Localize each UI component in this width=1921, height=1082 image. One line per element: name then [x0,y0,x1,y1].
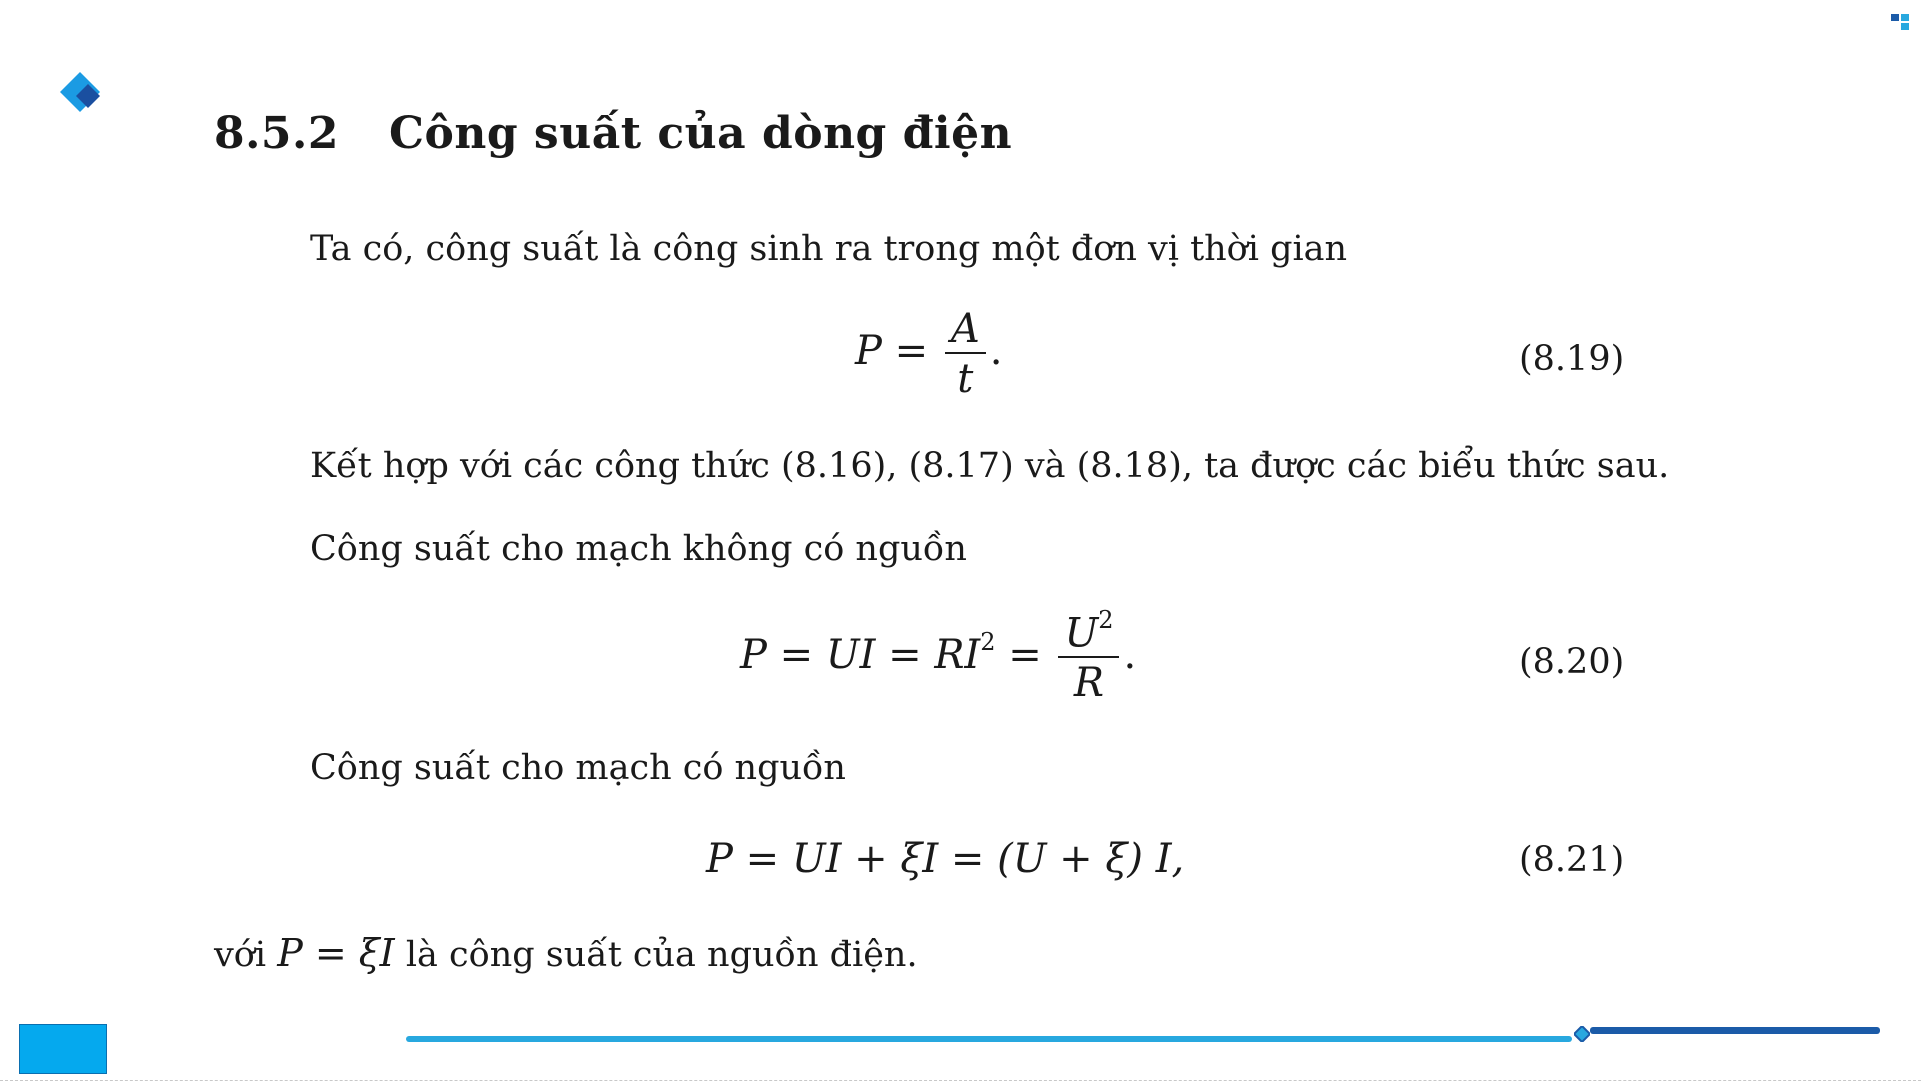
diamond-marker-icon [1574,1026,1590,1042]
eq819-lhs: P = [855,328,929,374]
footer-box [19,1024,107,1074]
eq820-tail: . [1123,632,1137,679]
equation-8-19 [855,308,1002,400]
paragraph-intro: Ta có, công suất là công sinh ra trong một đơn vị thời gian [310,229,1348,269]
eq820-sup: 2 [980,627,996,656]
equation-label-8-20: (8.20) [1519,642,1625,682]
eq820-fraction [1058,606,1119,707]
eq820-lhs: P = UI = RI [740,632,981,679]
eq820-equals: = [995,632,1042,679]
footer-progress-line [406,1036,1572,1042]
eq819-numerator: A [945,308,986,354]
corner-squares-icon [1891,14,1913,32]
paragraph-combine: Kết hợp với các công thức (8.16), (8.17) và (8.18), ta được các biểu thức sau. [310,446,1670,486]
eq820-num-sup: 2 [1098,606,1114,634]
eq820-numerator [1058,606,1119,658]
closing-math: P = ξI [277,931,395,975]
diamond-logo-icon [60,72,106,118]
closing-suffix: là công suất của nguồn điện. [405,935,918,975]
footer-accent-line [1590,1027,1880,1034]
paragraph-no-source: Công suất cho mạch không có nguồn [310,529,967,569]
section-heading [214,108,1012,159]
equation-8-20 [740,606,1137,707]
eq820-num-base: U [1064,610,1099,657]
paragraph-closing [214,931,918,975]
equation-label-8-19: (8.19) [1519,339,1625,379]
section-number: 8.5.2 [214,108,339,159]
eq819-fraction [945,308,986,400]
equation-label-8-21: (8.21) [1519,840,1625,880]
eq819-denominator: t [957,356,974,402]
paragraph-with-source: Công suất cho mạch có nguồn [310,748,846,788]
section-title: Công suất của dòng điện [388,108,1013,159]
equation-8-21: P = UI + ξI = (U + ξ) I, [706,836,1185,882]
eq820-denominator: R [1073,660,1105,707]
eq819-tail: . [989,328,1003,374]
closing-prefix: với [214,935,267,975]
